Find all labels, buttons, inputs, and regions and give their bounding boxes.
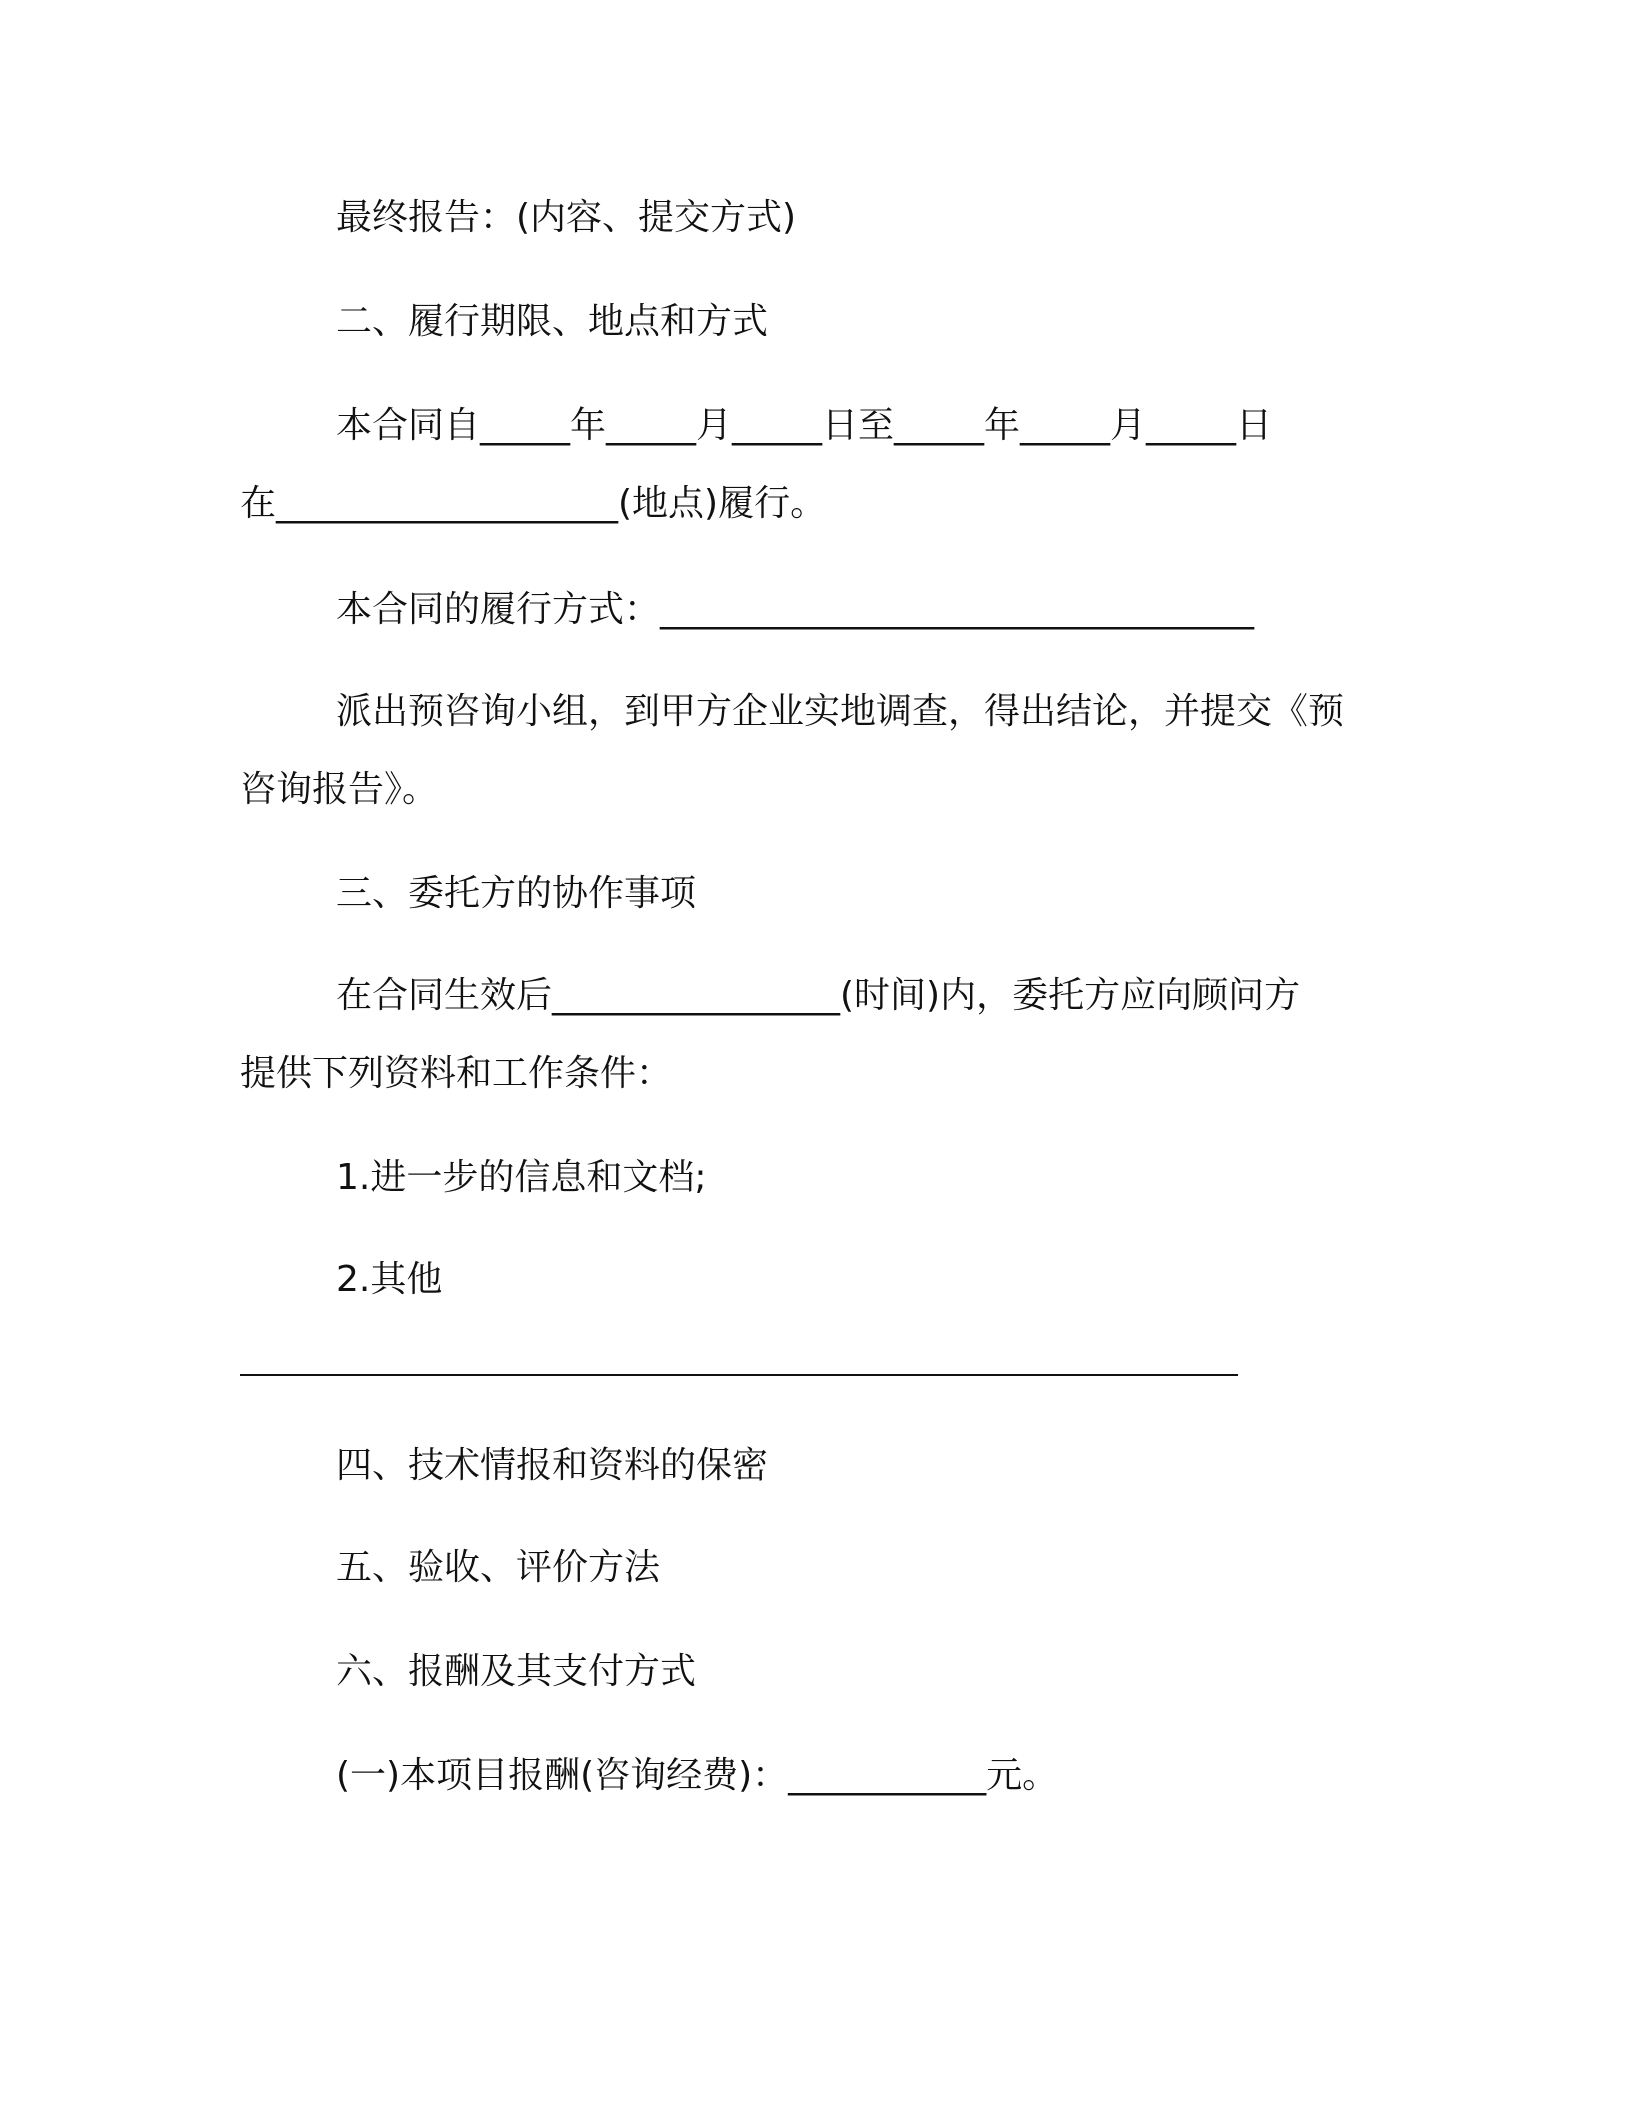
section-6-heading: 六、报酬及其支付方式 xyxy=(336,1651,697,1692)
item-2: 2.其他 xyxy=(336,1259,443,1300)
consult-team-line: 派出预咨询小组，到甲方企业实地调查，得出结论，并提交《预 xyxy=(336,691,1345,732)
contract-location-line: 在___________________(地点)履行。 xyxy=(240,483,827,524)
materials-line: 提供下列资料和工作条件： xyxy=(240,1053,673,1094)
final-report-line: 最终报告：(内容、提交方式) xyxy=(336,197,797,238)
consult-report-line: 咨询报告》。 xyxy=(240,769,439,810)
remuneration-line: (一)本项目报酬(咨询经费)：___________元。 xyxy=(336,1755,1059,1796)
cooperation-line: 在合同生效后________________(时间)内，委托方应向顾问方 xyxy=(336,975,1301,1016)
section-2-heading: 二、履行期限、地点和方式 xyxy=(336,301,769,342)
blank-rule xyxy=(240,1374,1238,1376)
section-5-heading: 五、验收、评价方法 xyxy=(336,1547,661,1588)
section-4-heading: 四、技术情报和资料的保密 xyxy=(336,1445,769,1486)
performance-method-line: 本合同的履行方式：_________________________________ xyxy=(336,589,1255,630)
item-1: 1.进一步的信息和文档; xyxy=(336,1157,707,1198)
section-3-heading: 三、委托方的协作事项 xyxy=(336,873,697,914)
contract-period-line: 本合同自_____年_____月_____日至_____年_____月_____日 xyxy=(336,405,1273,446)
